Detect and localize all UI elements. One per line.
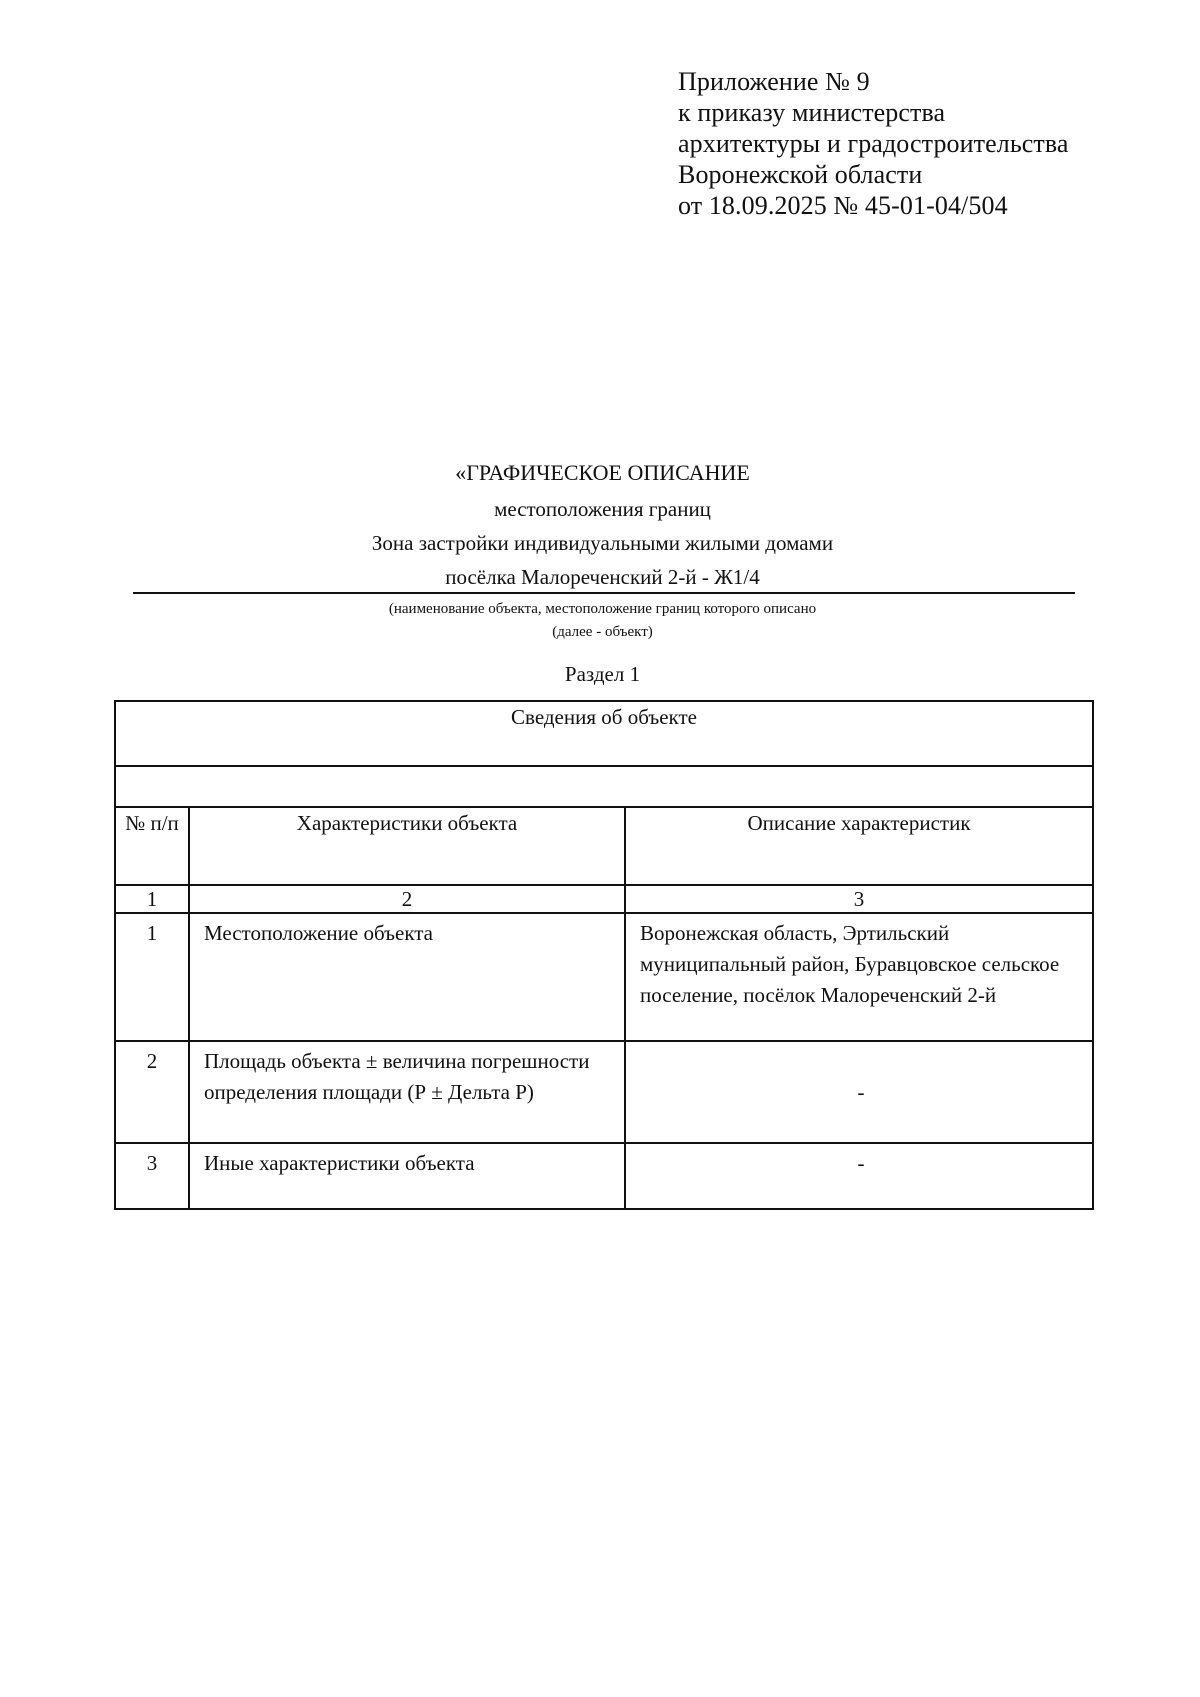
appendix-line: архитектуры и градостроительства [678, 129, 1069, 158]
header-num-label: № п/п [125, 811, 179, 835]
header-description: Описание характеристик [625, 807, 1093, 885]
section-label: Раздел 1 [564, 662, 641, 686]
table-title: Сведения об объекте [115, 701, 1093, 766]
appendix-line: от 18.09.2025 № 45-01-04/504 [678, 191, 1008, 220]
empty-cell [115, 766, 1093, 807]
caption-line: (далее - объект) [552, 624, 653, 640]
table-empty-row [115, 766, 1093, 807]
title-subline: посёлка Малореченский 2-й - Ж1/4 [445, 565, 760, 589]
appendix-header [678, 66, 1069, 221]
appendix-line: к приказу министерства [678, 98, 946, 127]
table-title-row [115, 701, 1093, 766]
column-number: 1 [115, 885, 189, 913]
header-num [115, 807, 189, 885]
row-description: - [625, 1143, 1093, 1209]
table-row [115, 913, 1093, 1041]
caption-line: (наименование объекта, местоположение границ которого описано [388, 601, 817, 617]
appendix-line: Приложение № 9 [678, 67, 870, 96]
appendix-line: Воронежской области [678, 160, 923, 189]
column-number: 2 [189, 885, 625, 913]
column-number: 3 [625, 885, 1093, 913]
column-number-row [115, 885, 1093, 913]
table-header-row [115, 807, 1093, 885]
object-caption [130, 598, 1075, 644]
title-subline: местоположения границ [494, 497, 711, 521]
document-title-block [130, 458, 1075, 594]
table-row [115, 1143, 1093, 1209]
row-description: Воронежская область, Эртильский муниципальный район, Буравцовское сельское поселение, посёлок Малореченский 2-й [625, 913, 1093, 1041]
row-characteristic: Иные характеристики объекта [189, 1143, 625, 1209]
row-characteristic: Местоположение объекта [189, 913, 625, 1041]
row-number: 1 [115, 913, 189, 1041]
header-characteristic: Характеристики объекта [189, 807, 625, 885]
row-number: 2 [115, 1041, 189, 1143]
title-subline: Зона застройки индивидуальными жилыми домами [371, 531, 834, 555]
row-number: 3 [115, 1143, 189, 1209]
table-row [115, 1041, 1093, 1143]
document-title: «ГРАФИЧЕСКОЕ ОПИСАНИЕ [455, 460, 750, 485]
row-characteristic: Площадь объекта ± величина погрешности определения площади (Р ± Дельта Р) [189, 1041, 625, 1143]
title-underline [133, 592, 1075, 594]
row-description: - [625, 1041, 1093, 1143]
object-info-table [114, 700, 1094, 1210]
